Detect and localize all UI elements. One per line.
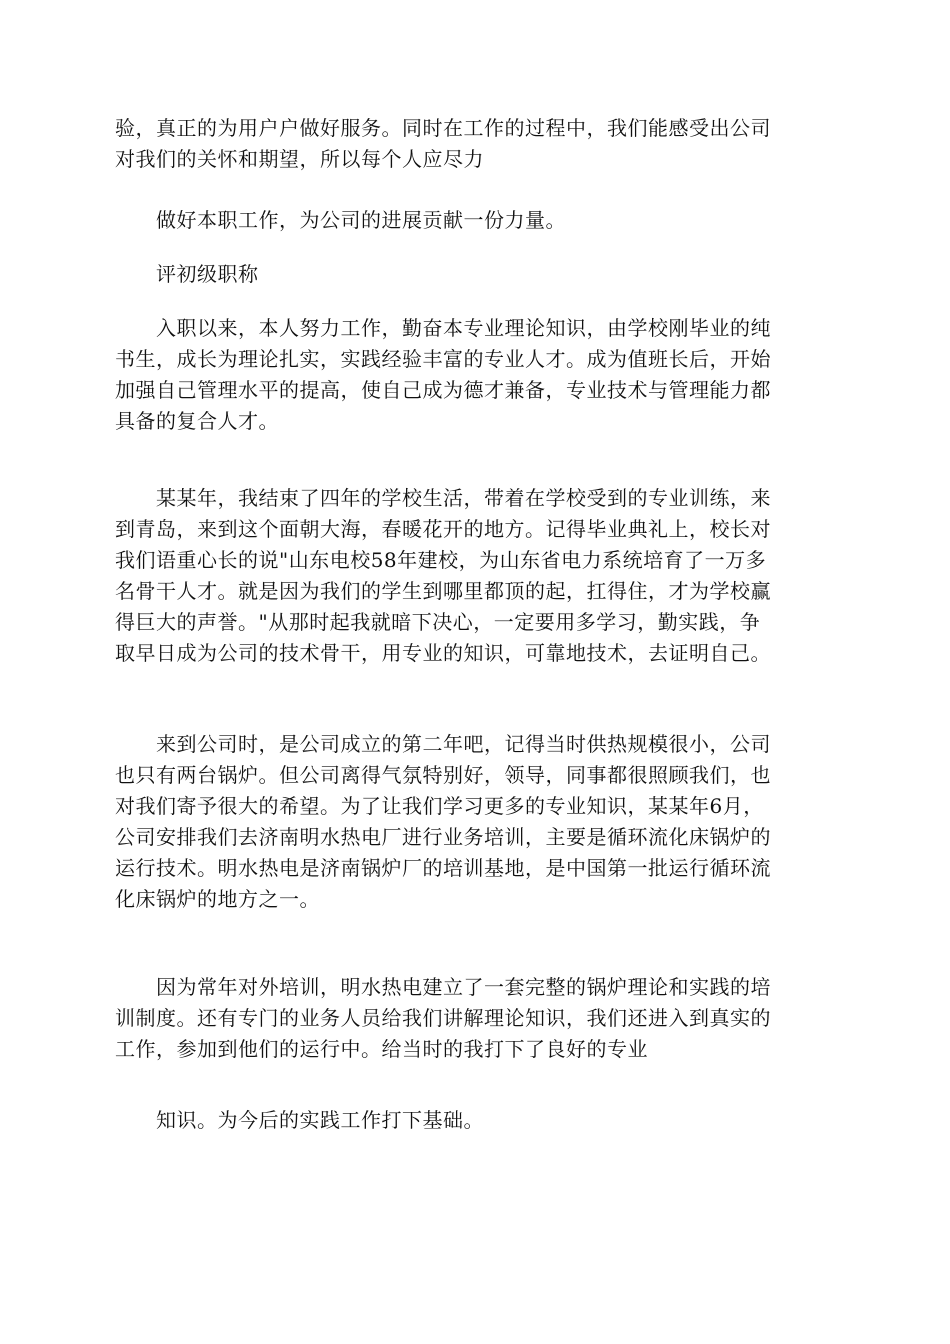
paragraph-continuation: 验，真正的为用户户做好服务。同时在工作的过程中，我们能感受出公司 对我们的关怀和期望，所以每个人应尽力 — [115, 116, 771, 171]
paragraph-arrival: 来到公司时，是公司成立的第二年吧，记得当时供热规模很小，公司 也只有两台锅炉。但公司离得气氛特别好，领导，同事都很照顾我们，也 对我们寄予很大的希望。为了让我们学习更多的专业知识，某某年6月， 公司安排我们去济南明水热电厂进行业务培训，主要是循环流化床锅炉的 运行技术。明水热电是济南锅炉厂的培训基地，是中国第一批运行循环流 化床锅炉的地方之一。 — [115, 732, 771, 911]
paragraph-since-joining: 入职以来，本人努力工作，勤奋本专业理论知识，由学校刚毕业的纯 书生，成长为理论扎实，实践经验丰富的专业人才。成为值班长后，开始 加强自己管理水平的提高，使自己成为德才兼备，专业技术与管理能力都 具备的复合人才。 — [115, 316, 771, 433]
paragraph-duty: 做好本职工作，为公司的进展贡献一份力量。 — [115, 208, 566, 232]
paragraph-knowledge: 知识。为今后的实践工作打下基础。 — [115, 1108, 484, 1132]
paragraph-training: 因为常年对外培训，明水热电建立了一套完整的锅炉理论和实践的培 训制度。还有专门的业务人员给我们讲解理论知识，我们还进入到真实的 工作，参加到他们的运行中。给当时的我打下了良好的专业 — [115, 975, 771, 1061]
paragraph-graduation: 某某年，我结束了四年的学校生活，带着在学校受到的专业训练，来 到青岛，来到这个面朝大海，春暖花开的地方。记得毕业典礼上，校长对 我们语重心长的说"山东电校58年建校，为山东省电力系统培育了一万多 名骨干人才。就是因为我们的学生到哪里都顶的起，扛得住，才为学校赢 得巨大的声誉。"从那时起我就暗下决心，一定要用多学习，勤实践，争 取早日成为公司的技术骨干，用专业的知识，可靠地技术，去证明自己。 — [115, 486, 771, 665]
section-heading: 评初级职称 — [115, 262, 259, 286]
